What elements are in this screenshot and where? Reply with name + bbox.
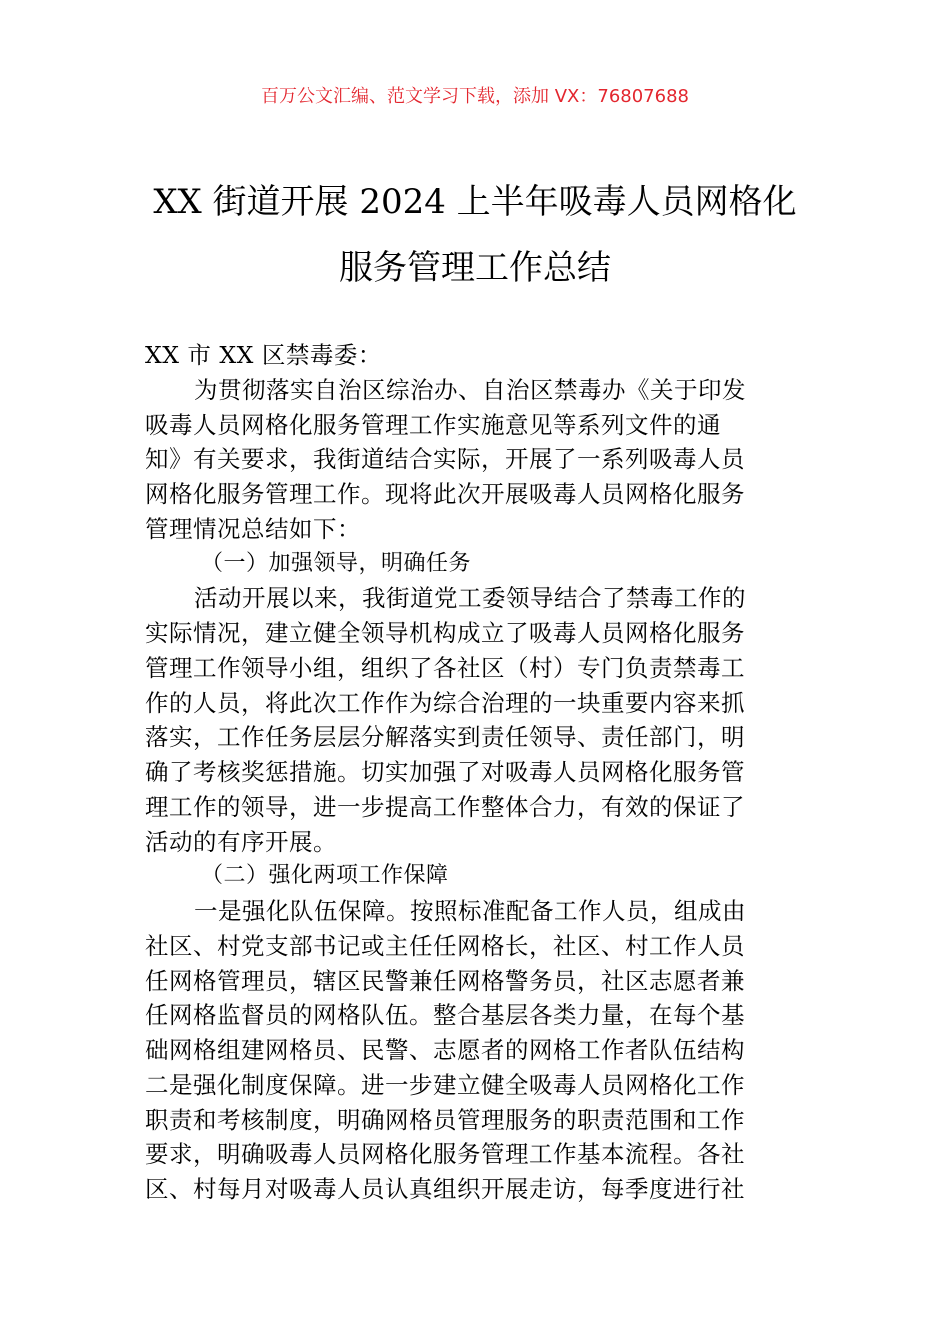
paragraph <box>145 894 807 1207</box>
text-line: 活动开展以来，我街道党工委领导结合了禁毒工作的 <box>194 584 746 613</box>
document-title-line-2: 服务管理工作总结 <box>339 248 611 288</box>
text-line: 活动的有序开展。 <box>145 827 337 856</box>
text-line: 确了考核奖惩措施。切实加强了对吸毒人员网格化服务管 <box>145 758 745 786</box>
text-line: 一是强化队伍保障。按照标准配备工作人员，组成由 <box>194 897 746 925</box>
text-line: 为贯彻落实自治区综治办、自治区禁毒办《关于印发 <box>194 375 746 404</box>
text-line: 社区、村党支部书记或主任任网格长，社区、村工作人员 <box>145 931 745 960</box>
text-line: （一）加强领导，明确任务 <box>201 550 472 576</box>
text-line: 理工作的领导，进一步提高工作整体合力，有效的保证了 <box>145 792 745 821</box>
text-line: 任网格管理员，辖区民警兼任网格警务员，社区志愿者兼 <box>145 966 745 995</box>
text-line: 网格化服务管理工作。现将此次开展吸毒人员网格化服务 <box>145 480 745 508</box>
text-line: 二是强化制度保障。进一步建立健全吸毒人员网格化工作 <box>145 1070 745 1099</box>
watermark-banner: 百万公文汇编、范文学习下载，添加 VX：76807688 <box>261 86 689 107</box>
text-line: 础网格组建网格员、民警、志愿者的网格工作者队伍结构 <box>145 1036 745 1064</box>
salutation: XX 市 XX 区禁毒委： <box>145 341 382 369</box>
text-line: 作的人员，将此次工作作为综合治理的一块重要内容来抓 <box>145 688 745 717</box>
text-line: 任网格监督员的网格队伍。整合基层各类力量，在每个基 <box>145 1001 745 1030</box>
text-line: 要求，明确吸毒人员网格化服务管理工作基本流程。各社 <box>145 1140 745 1169</box>
text-line: 知》有关要求，我街道结合实际，开展了一系列吸毒人员 <box>145 445 745 474</box>
paragraph <box>145 581 807 859</box>
text-line: 管理工作领导小组，组织了各社区（村）专门负责禁毒工 <box>145 653 745 682</box>
text-line: 实际情况，建立健全领导机构成立了吸毒人员网格化服务 <box>145 619 745 647</box>
text-line: 管理情况总结如下： <box>145 514 361 543</box>
section-heading <box>145 859 807 894</box>
section-heading <box>145 547 807 582</box>
document-title-line-1: XX 街道开展 2024 上半年吸毒人员网格化 <box>153 182 797 222</box>
paragraph <box>145 373 807 547</box>
document-body <box>145 338 807 1207</box>
text-line: 职责和考核制度，明确网格员管理服务的职责范围和工作 <box>145 1105 745 1134</box>
text-line: 区、村每月对吸毒人员认真组织开展走访，每季度进行社 <box>145 1175 745 1203</box>
text-line: 吸毒人员网格化服务管理工作实施意见等系列文件的通 <box>145 410 721 439</box>
text-line: （二）强化两项工作保障 <box>201 863 449 889</box>
text-line: 落实，工作任务层层分解落实到责任领导、责任部门，明 <box>145 723 745 752</box>
